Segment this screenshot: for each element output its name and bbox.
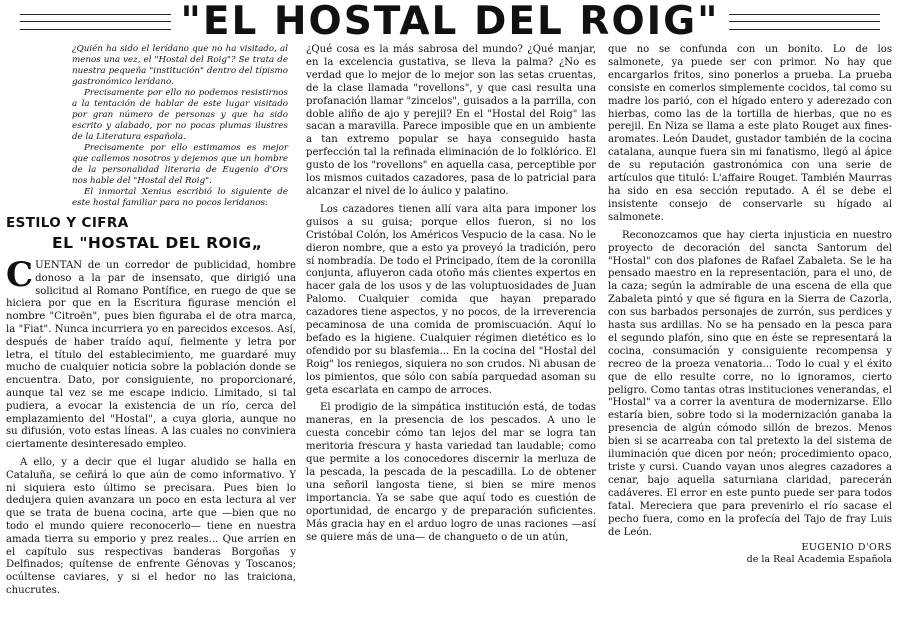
signature xyxy=(608,542,892,566)
section-heading: ESTILO Y CIFRA xyxy=(6,215,129,231)
column-1-paragraph-2: A ello, y a decir que el lugar aludido se halla en Cataluña, se ceñirá lo que aún de como informativo. Y ni siquiera esto último se precisara. Pues bien lo dedujera quien avanzara un poco en esta lectura al ver que se trata de buena cocina, arte que —bien que no todo el mundo quiere reconocerlo— tiene en nuestra amada tierra su emporio y prez reales... Que arríen en el capítulo sus respectivas banderas Borgoñas y Delfinados; quítense de enfrente Génovas y Toscanos; ocúltense caviares, y si el hedor no las traiciona, chucrutes. xyxy=(6,456,296,596)
signature-title: de la Real Academia Española xyxy=(746,554,892,566)
column-3-paragraph-1: que no se confunda con un bonito. Lo de los salmonete, ya puede ser con primor. No hay que encargarlos fritos, sino ponerlos a prueba. La prueba consiste en comerlos simplemente cocidos, tal como su madre los parió, con el hígado entero y aderezado con hierbas, como las de la tortilla de hierbas, que no es perejil. En Niza se llama a este plato Rouget aux fines-aromates. León Daudet, gustador también de la cocina catalana, aunque fuera sin mi fanatismo, llegó al ápice de su reputación gastronómica con una serie de artículos que tituló: L'affaire Rouget. También Maurras ha sido en esa sección reputado. A él se debe el insistente consejo de conservarle su hígado al salmonete. xyxy=(608,44,892,223)
column-1-paragraph-1 xyxy=(6,255,296,452)
intro-paragraph-4: El inmortal Xenius escribió lo siguiente de este hostal familiar para no pocos leridanos: xyxy=(72,187,288,208)
column-3-paragraph-2: Reconozcamos que hay cierta injusticia en nuestro proyecto de decoración del sancta Santorum del "Hostal" con dos plafones de Rafael Zabaleta. Se le ha pensado maestro en la representación, para el uno, de la caza; según la admirable de una escena de ella que Zabaleta pintó y que sé figura en la Sierra de Cazorla, con sus barbados personajes de zurrón, sus perdices y hasta sus ardillas. No se ha pensado en la pesca para el segundo plafón, sino que en éste se representará la cocina, consumación y consiguiente recompensa y recreo de la proeza venatoria... Todo lo cual y el éxito que de ello resulte corre, no lo ignoramos, cierto peligro. Como tantas otras instituciones venerandas, el "Hostal" va a correr la aventura de modernizarse. Ello estaría bien, sobre todo si la modernización ganaba la presencia de algún cómodo sillón de brezos. Menos bien si se acarreaba con tal pretexto la del sistema de iluminación que dicen por neón; procedimiento opaco, triste y cursi. Cuando vayan unos alegres cazadores a cenar, bajo aquella saturniana claridad, parecerán cadáveres. El error en este punto puede ser para todos fatal. Mereciera que para prevenirlo el río sacase el pecho fuera, como en la profecía del Tajo de fray Luis de León. xyxy=(608,229,892,538)
article-title: "EL HOSTAL DEL ROIG" xyxy=(180,0,720,44)
column-2-paragraph-2: Los cazadores tienen allí vara alta para imponer los guisos a su guisa; porque ellos fueron, si no los Cristóbal Colón, los Américos Vespucio de la casa. No le dieron nombre, que a esto ya proveyó la tradición, pero sí nombradía. De todo el Principado, ítem de la coronilla conjunta, afluyeron cada otoño más clientes expertos en hacer gala de los usos y de las voluptuosidades de Juan Palomo. Cualquier comida que hayan preparado cazadores tiene aspectos, y no pocos, de la irreverencia pecaminosa de una comida de promiscuación. Aquí lo befado es la higiene. Cualquier régimen dietético es lo ofendido por su blasfemia... En la cocina del "Hostal del Roig" los reniegos, siquiera no son crudos. Ni abusan de los pimientos, que sólo con sabía parquedad asoman su geta escarlata en campo de arroces. xyxy=(306,203,596,396)
article-subtitle: EL "HOSTAL DEL ROIG„ xyxy=(52,234,263,252)
column-2-paragraph-1: ¿Qué cosa es la más sabrosa del mundo? ¿Qué manjar, en la excelencia gustativa, se lleva la palma? ¿No es verdad que lo mejor de lo mejor son las setas cruentas, de la clase llamada "rovellons", y que casi resulta una profanación llamar "zincelos", guisados a la parrilla, con doble aliño de ajo y perejil? En el "Hostal del Roig" las sacan a maravilla. Parece imposible que en un ambiente a tan extremo popular se haya conseguido hasta perfección tal la refinada eliminación de lo folklórico. El gusto de los "rovellons" en aquella casa, perceptible por los mismos cuitados cazadores, pasa de lo patricial para alcanzar el nivel de lo áulico y palatino. xyxy=(306,44,596,197)
header-rule-right xyxy=(729,14,880,30)
column-1 xyxy=(6,44,296,598)
drop-cap: C xyxy=(6,255,34,295)
column-3 xyxy=(608,44,892,566)
intro-note xyxy=(6,44,296,209)
intro-paragraph-2: Precisamente por ello no podemos resistirnos a la tentación de hablar de este lugar visitado por gran número de personas y que ha sido escrito y alabado, por no pocas plumas ilustres de la Literatura española. xyxy=(72,88,288,142)
column-2-paragraph-3: El prodigio de la simpática institución está, de todas maneras, en la presencia de los pescados. A uno le cuesta concebir cómo tan lejos del mar se logra tan meritoria frescura y hasta variedad tan laudable; como que permite a los conocedores discernir la merluza de la pescada, la pescada de la pescadilla. Lo de obtener una señoril langosta tiene, si bien se mire menos importancia. Ya se sabe que aquí todo es cuestión de oportunidad, de encargo y de preparación suficientes. Más gracia hay en el arduo logro de unas raciones —así se quiere más de una— de changueto o de un atún, xyxy=(306,402,596,543)
intro-paragraph-1: ¿Quién ha sido el lerídano que no ha visitado, al menos una vez, el "Hostal del Roig"? Se trata de nuestra pequeña "institución" dentro del típismo gastronómico lerídano. xyxy=(72,44,288,87)
header xyxy=(20,2,880,42)
header-rule-left xyxy=(20,14,171,30)
column-1-body xyxy=(6,255,296,598)
signature-name: EUGENIO D'ORS xyxy=(801,542,892,554)
column-1-paragraph-1-text: UENTAN de un corredor de publicidad, hombre donoso a la par de insensato, que dirigió una solicitud al Romano Pontífice, en ruego de que se hiciera por que en la Escritura figurase mención el nombre "Citroën", pues bien figuraba el de otra marca, la "Fiat". Nunca incurriera yo en parecidos excesos. Así, después de haber traído aquí, fielmente y letra por letra, el título del establecimiento, me guardaré muy mucho de cualquier noticia sobre la población donde se encuentra. Dato, por consiguiente, no proporcionaré, aunque tal vez se me escape indicio. Limitado, si tal pudiera, a evocar la existencia de un río, cerca del emplazamiento del "Hostal", a cuya gloria, aunque no su difusión, voto estas líneas. A las cuales no conviniera ciertamente desinteresado empleo. xyxy=(6,260,296,451)
intro-paragraph-3: Precisamente por ello estimamos es mejor que callemos nosotros y dejemos que un hombre de la personalidad literaria de Eugenio d'Ors nos hable del "Hostal del Roig". xyxy=(72,143,288,186)
column-2 xyxy=(306,44,596,544)
